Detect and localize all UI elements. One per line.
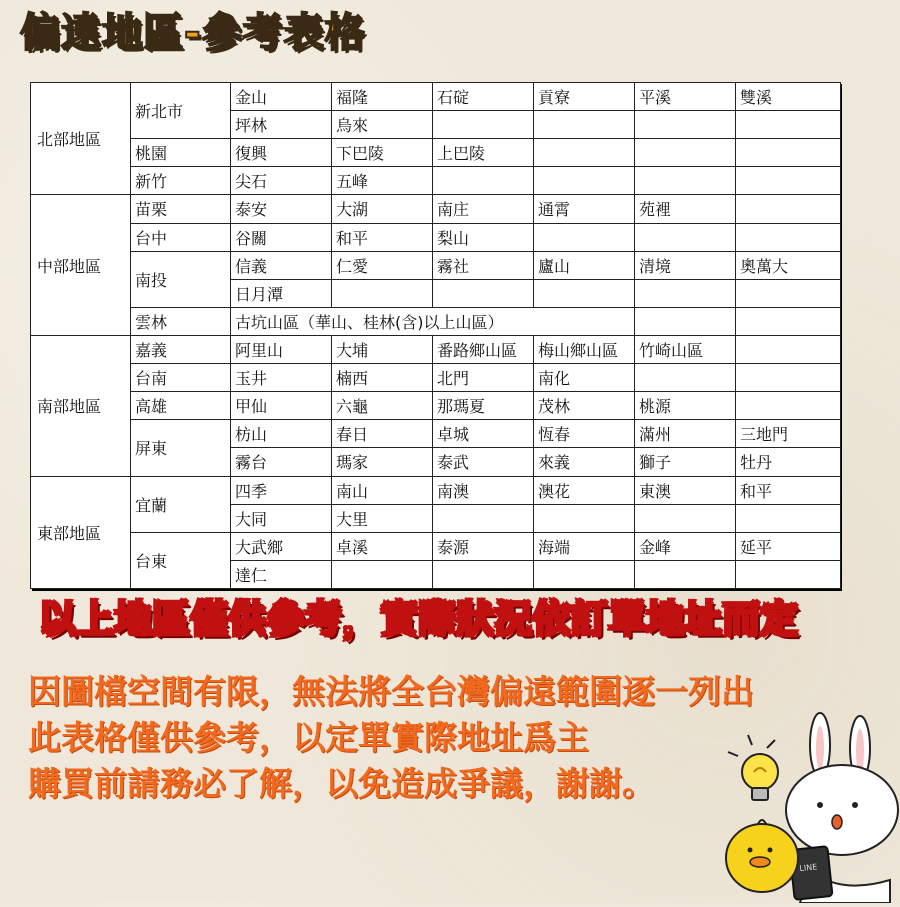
town-cell: 大埔 xyxy=(332,335,433,363)
town-cell: 瑪家 xyxy=(332,448,433,476)
table-row xyxy=(31,139,841,167)
town-cell: 奧萬大 xyxy=(736,251,841,279)
town-cell: 梨山 xyxy=(433,223,534,251)
city-cell: 雲林 xyxy=(131,307,231,335)
table-row xyxy=(31,167,841,195)
town-cell: 泰安 xyxy=(231,195,332,223)
town-cell: 復興 xyxy=(231,139,332,167)
town-cell: 通霄 xyxy=(534,195,635,223)
city-cell: 台東 xyxy=(131,532,231,588)
table-row xyxy=(31,307,841,335)
city-cell: 新北市 xyxy=(131,83,231,139)
town-cell: 泰源 xyxy=(433,532,534,560)
table-row xyxy=(31,532,841,560)
town-cell: 苑裡 xyxy=(635,195,736,223)
town-cell: 來義 xyxy=(534,448,635,476)
town-cell: 大同 xyxy=(231,504,332,532)
town-cell: 達仁 xyxy=(231,560,332,588)
town-cell: 春日 xyxy=(332,420,433,448)
town-cell: 福隆 xyxy=(332,83,433,111)
town-cell: 六龜 xyxy=(332,392,433,420)
town-cell: 四季 xyxy=(231,476,332,504)
town-cell: 東澳 xyxy=(635,476,736,504)
town-cell: 坪林 xyxy=(231,111,332,139)
town-cell: 上巴陵 xyxy=(433,139,534,167)
city-cell: 高雄 xyxy=(131,392,231,420)
region-north: 北部地區 xyxy=(31,83,131,195)
town-cell: 泰武 xyxy=(433,448,534,476)
region-south: 南部地區 xyxy=(31,335,131,476)
town-cell: 茂林 xyxy=(534,392,635,420)
town-cell: 卓溪 xyxy=(332,532,433,560)
remote-area-table xyxy=(30,82,840,589)
town-cell: 卓城 xyxy=(433,420,534,448)
town-cell: 平溪 xyxy=(635,83,736,111)
town-cell: 桃源 xyxy=(635,392,736,420)
town-cell: 北門 xyxy=(433,364,534,392)
table-row xyxy=(31,476,841,504)
note-line-1: 因圖檔空間有限，無法將全台灣偏遠範圍逐一列出 xyxy=(28,672,754,711)
town-cell: 海端 xyxy=(534,532,635,560)
town-cell: 獅子 xyxy=(635,448,736,476)
city-cell: 苗栗 xyxy=(131,195,231,223)
town-cell: 五峰 xyxy=(332,167,433,195)
town-cell: 玉井 xyxy=(231,364,332,392)
town-cell: 下巴陵 xyxy=(332,139,433,167)
town-cell: 仁愛 xyxy=(332,251,433,279)
page-title: 偏遠地區-參考表格 xyxy=(20,10,366,56)
city-cell: 桃園 xyxy=(131,139,231,167)
table-row xyxy=(31,223,841,251)
region-east: 東部地區 xyxy=(31,476,131,588)
town-cell: 金山 xyxy=(231,83,332,111)
note-line-3: 購買前請務必了解，以免造成爭議，謝謝。 xyxy=(28,764,655,803)
town-cell: 南庄 xyxy=(433,195,534,223)
town-cell: 阿里山 xyxy=(231,335,332,363)
rabbit-character xyxy=(786,713,898,903)
town-cell: 雙溪 xyxy=(736,83,841,111)
line-book-label: LINE xyxy=(799,862,818,874)
table-row xyxy=(31,364,841,392)
city-cell: 台南 xyxy=(131,364,231,392)
city-cell: 屏東 xyxy=(131,420,231,476)
note-line-2: 此表格僅供參考，以定單實際地址爲主 xyxy=(28,718,589,757)
town-cell: 大里 xyxy=(332,504,433,532)
town-cell: 清境 xyxy=(635,251,736,279)
town-cell: 大武鄉 xyxy=(231,532,332,560)
town-cell: 和平 xyxy=(736,476,841,504)
town-cell: 竹崎山區 xyxy=(635,335,736,363)
table-row xyxy=(31,335,841,363)
town-cell: 恆春 xyxy=(534,420,635,448)
town-cell: 古坑山區（華山、桂林(含)以上山區） xyxy=(231,307,635,335)
town-cell: 霧社 xyxy=(433,251,534,279)
table-row xyxy=(31,420,841,448)
city-cell: 新竹 xyxy=(131,167,231,195)
town-cell: 日月潭 xyxy=(231,279,332,307)
town-cell: 延平 xyxy=(736,532,841,560)
lightbulb-icon xyxy=(728,735,778,800)
city-cell: 南投 xyxy=(131,251,231,307)
town-cell: 石碇 xyxy=(433,83,534,111)
region-central: 中部地區 xyxy=(31,195,131,336)
city-cell: 台中 xyxy=(131,223,231,251)
town-cell: 大湖 xyxy=(332,195,433,223)
town-cell: 甲仙 xyxy=(231,392,332,420)
town-cell: 南澳 xyxy=(433,476,534,504)
town-cell: 貢寮 xyxy=(534,83,635,111)
town-cell: 那瑪夏 xyxy=(433,392,534,420)
town-cell: 南山 xyxy=(332,476,433,504)
town-cell: 烏來 xyxy=(332,111,433,139)
town-cell: 梅山鄉山區 xyxy=(534,335,635,363)
table-row xyxy=(31,251,841,279)
town-cell: 番路鄉山區 xyxy=(433,335,534,363)
town-cell: 尖石 xyxy=(231,167,332,195)
town-cell: 三地門 xyxy=(736,420,841,448)
town-cell: 南化 xyxy=(534,364,635,392)
town-cell: 信義 xyxy=(231,251,332,279)
city-cell: 宜蘭 xyxy=(131,476,231,532)
town-cell: 枋山 xyxy=(231,420,332,448)
town-cell: 滿州 xyxy=(635,420,736,448)
table-row xyxy=(31,83,841,111)
town-cell: 牡丹 xyxy=(736,448,841,476)
town-cell: 谷關 xyxy=(231,223,332,251)
town-cell: 澳花 xyxy=(534,476,635,504)
chick-character xyxy=(726,820,798,892)
disclaimer-banner: 以上地區僅供參考，實際狀況依訂單地址而定 xyxy=(38,597,799,641)
town-cell: 廬山 xyxy=(534,251,635,279)
city-cell: 嘉義 xyxy=(131,335,231,363)
town-cell: 金峰 xyxy=(635,532,736,560)
town-cell: 和平 xyxy=(332,223,433,251)
town-cell: 楠西 xyxy=(332,364,433,392)
line-friends-sticker xyxy=(720,710,900,903)
town-cell: 霧台 xyxy=(231,448,332,476)
table-row xyxy=(31,195,841,223)
table-row xyxy=(31,392,841,420)
